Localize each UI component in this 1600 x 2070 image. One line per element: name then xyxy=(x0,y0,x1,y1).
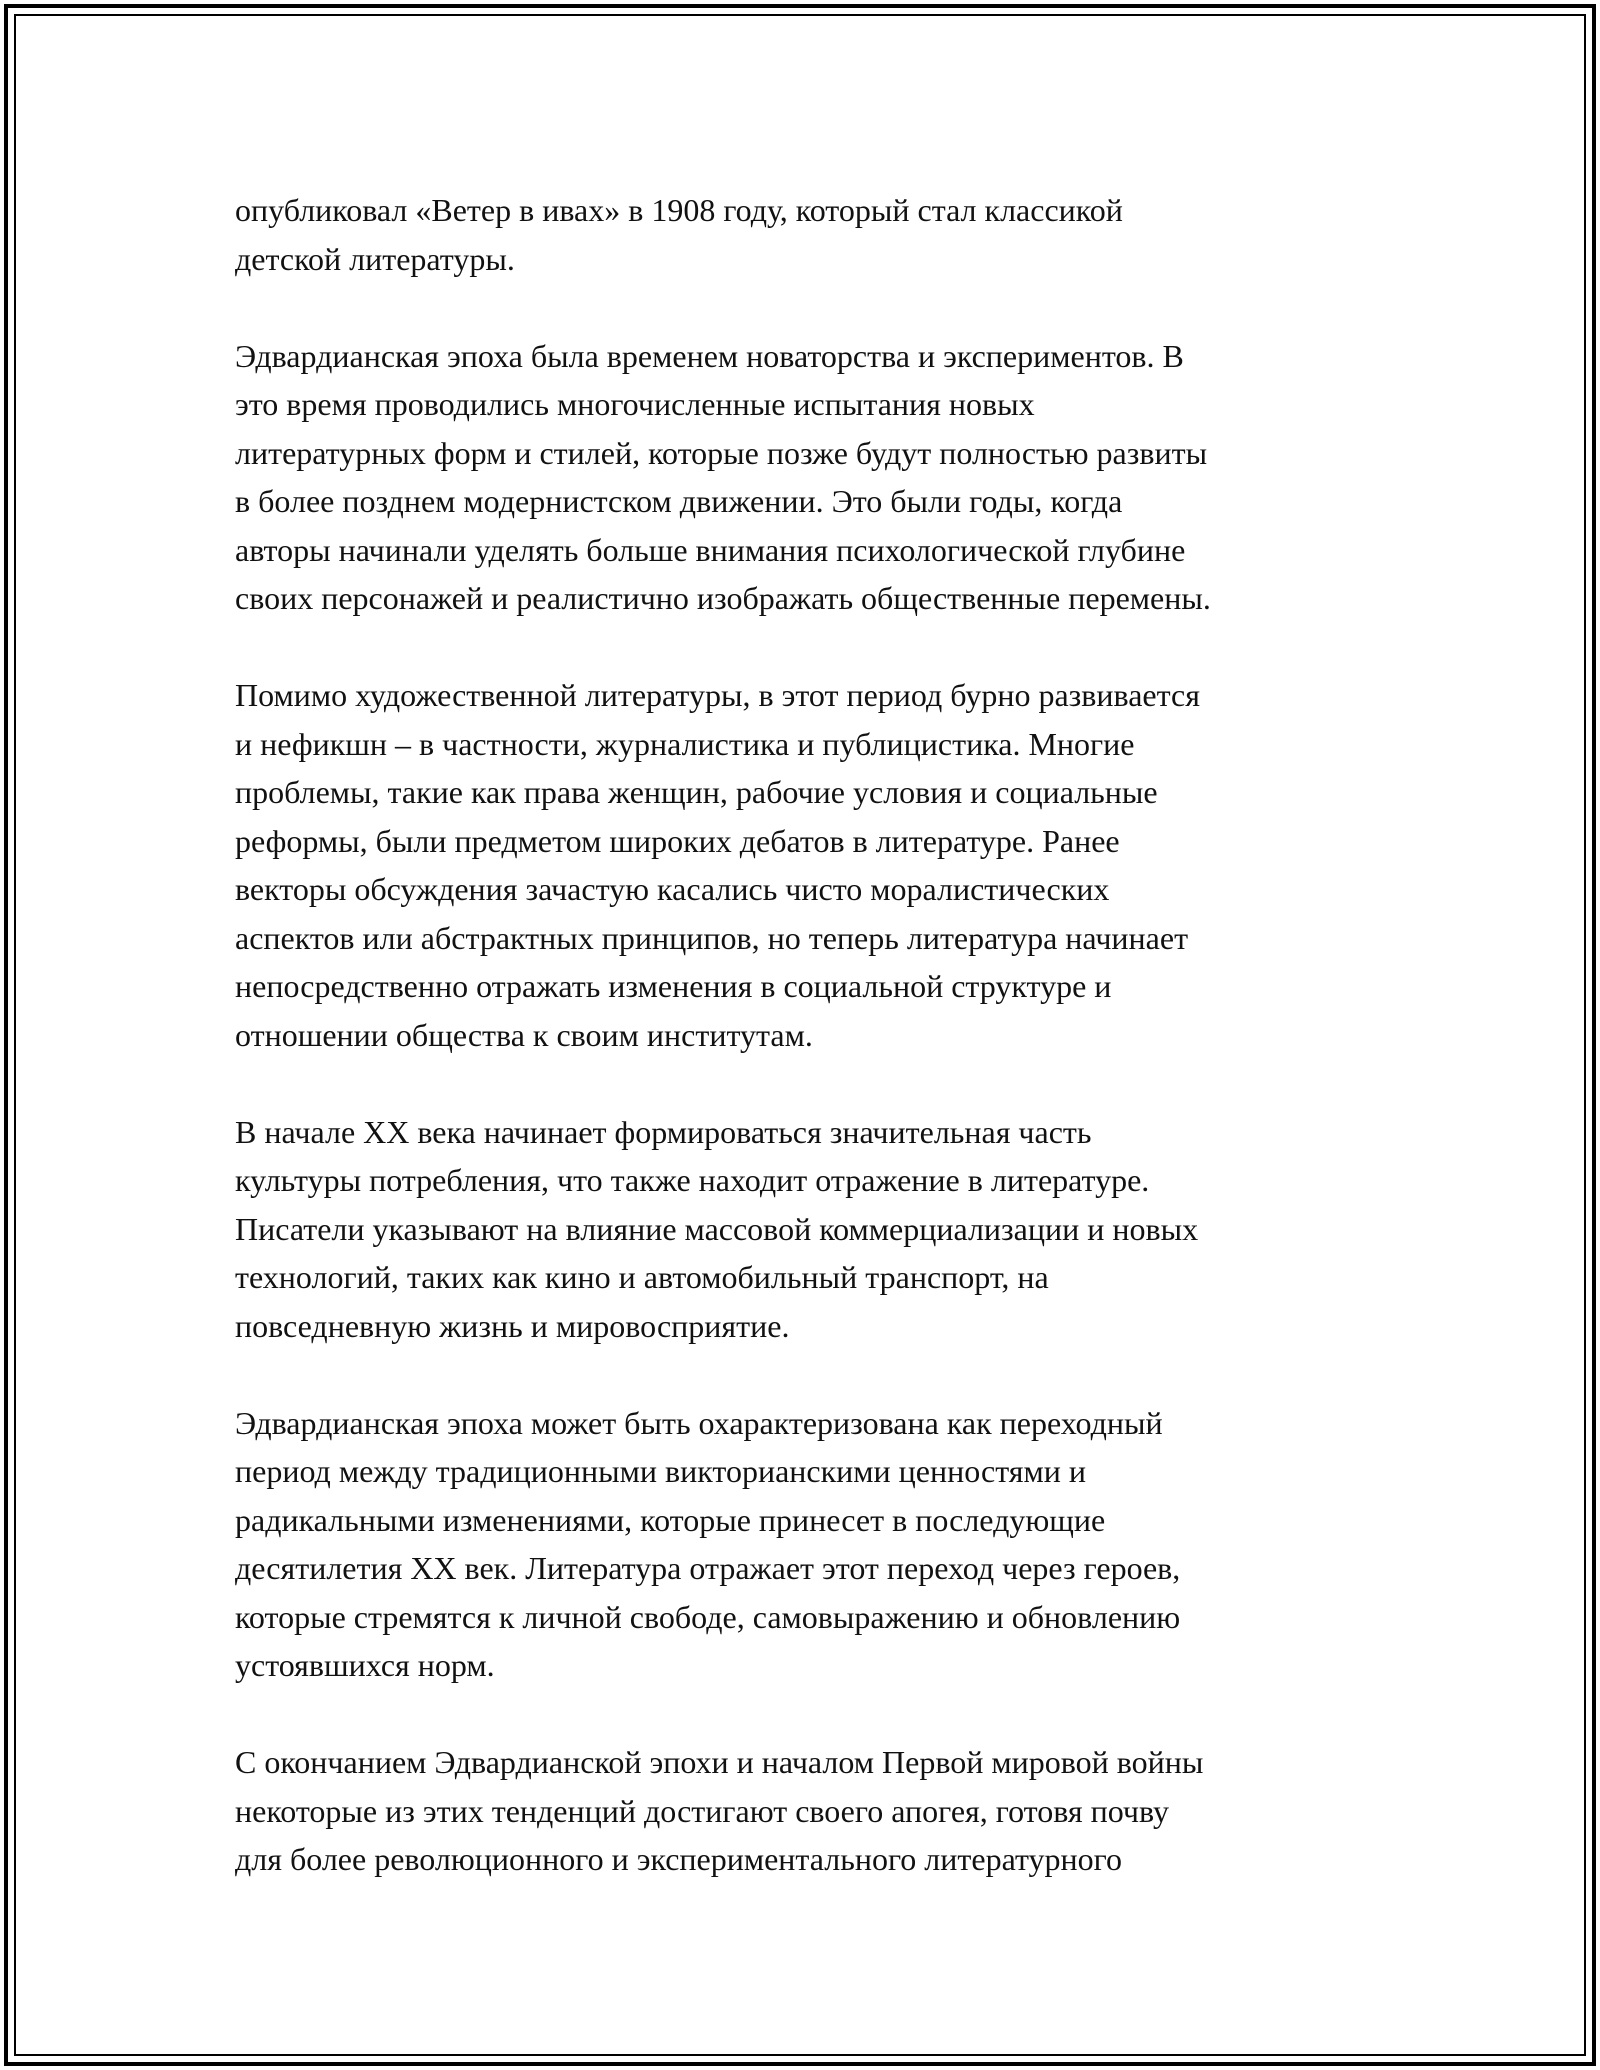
text-line: своих персонажей и реалистично изображать общественные перемены. xyxy=(235,580,1211,616)
text-line: повседневную жизнь и мировосприятие. xyxy=(235,1307,790,1344)
text-line: в более позднем модернистском движении. Это были годы, когда xyxy=(235,483,1123,519)
text-line: период между традиционными викторианскими ценностями и xyxy=(235,1453,1086,1489)
paragraph-3 xyxy=(235,671,1365,1059)
paragraph-5 xyxy=(235,1399,1365,1690)
text-line: авторы начинали уделять больше внимания психологической глубине xyxy=(235,531,1186,568)
text-line: проблемы, такие как права женщин, рабочие условия и социальные xyxy=(235,774,1158,810)
text-line: и нефикшн – в частности, журналистика и публицистика. Многие xyxy=(235,725,1135,762)
text-line: которые стремятся к личной свободе, самовыражению и обновлению xyxy=(235,1598,1181,1635)
document-body xyxy=(235,186,1365,1932)
text-line: для более революционного и экспериментального литературного xyxy=(235,1841,1122,1877)
text-line: опубликовал «Ветер в ивах» в 1908 году, который стал классикой xyxy=(235,192,1123,228)
text-line: устоявшихся норм. xyxy=(235,1647,495,1683)
text-line: культуры потребления, что также находит отражение в литературе. xyxy=(235,1162,1150,1198)
paragraph-2 xyxy=(235,332,1365,623)
paragraph-1 xyxy=(235,186,1365,283)
text-line: Писатели указывают на влияние массовой коммерциализации и новых xyxy=(235,1210,1199,1247)
text-line: технологий, таких как кино и автомобильный транспорт, на xyxy=(235,1259,1049,1295)
text-line: аспектов или абстрактных принципов, но теперь литература начинает xyxy=(235,919,1189,956)
text-line: Помимо художественной литературы, в этот период бурно развивается xyxy=(235,677,1200,713)
text-line: непосредственно отражать изменения в социальной структуре и xyxy=(235,968,1112,1004)
text-line: векторы обсуждения зачастую касались чисто моралистических xyxy=(235,871,1110,907)
text-line: отношении общества к своим институтам. xyxy=(235,1016,813,1053)
text-line: некоторые из этих тенденций достигают своего апогея, готовя почву xyxy=(235,1792,1170,1829)
text-line: детской литературы. xyxy=(235,240,515,277)
text-line: В начале XX века начинает формироваться значительная часть xyxy=(235,1113,1092,1150)
text-line: литературных форм и стилей, которые позже будут полностью развиты xyxy=(235,434,1208,471)
paragraph-4 xyxy=(235,1108,1365,1351)
paragraph-6 xyxy=(235,1738,1365,1884)
text-line: это время проводились многочисленные испытания новых xyxy=(235,386,1035,422)
text-line: Эдвардианская эпоха была временем новаторства и экспериментов. В xyxy=(235,337,1184,374)
text-line: С окончанием Эдвардианской эпохи и началом Первой мировой войны xyxy=(235,1744,1204,1780)
text-line: реформы, были предметом широких дебатов в литературе. Ранее xyxy=(235,822,1120,859)
text-line: радикальными изменениями, которые принесет в последующие xyxy=(235,1501,1106,1538)
text-line: Эдвардианская эпоха может быть охарактеризована как переходный xyxy=(235,1404,1163,1441)
text-line: десятилетия XX век. Литература отражает этот переход через героев, xyxy=(235,1550,1181,1586)
